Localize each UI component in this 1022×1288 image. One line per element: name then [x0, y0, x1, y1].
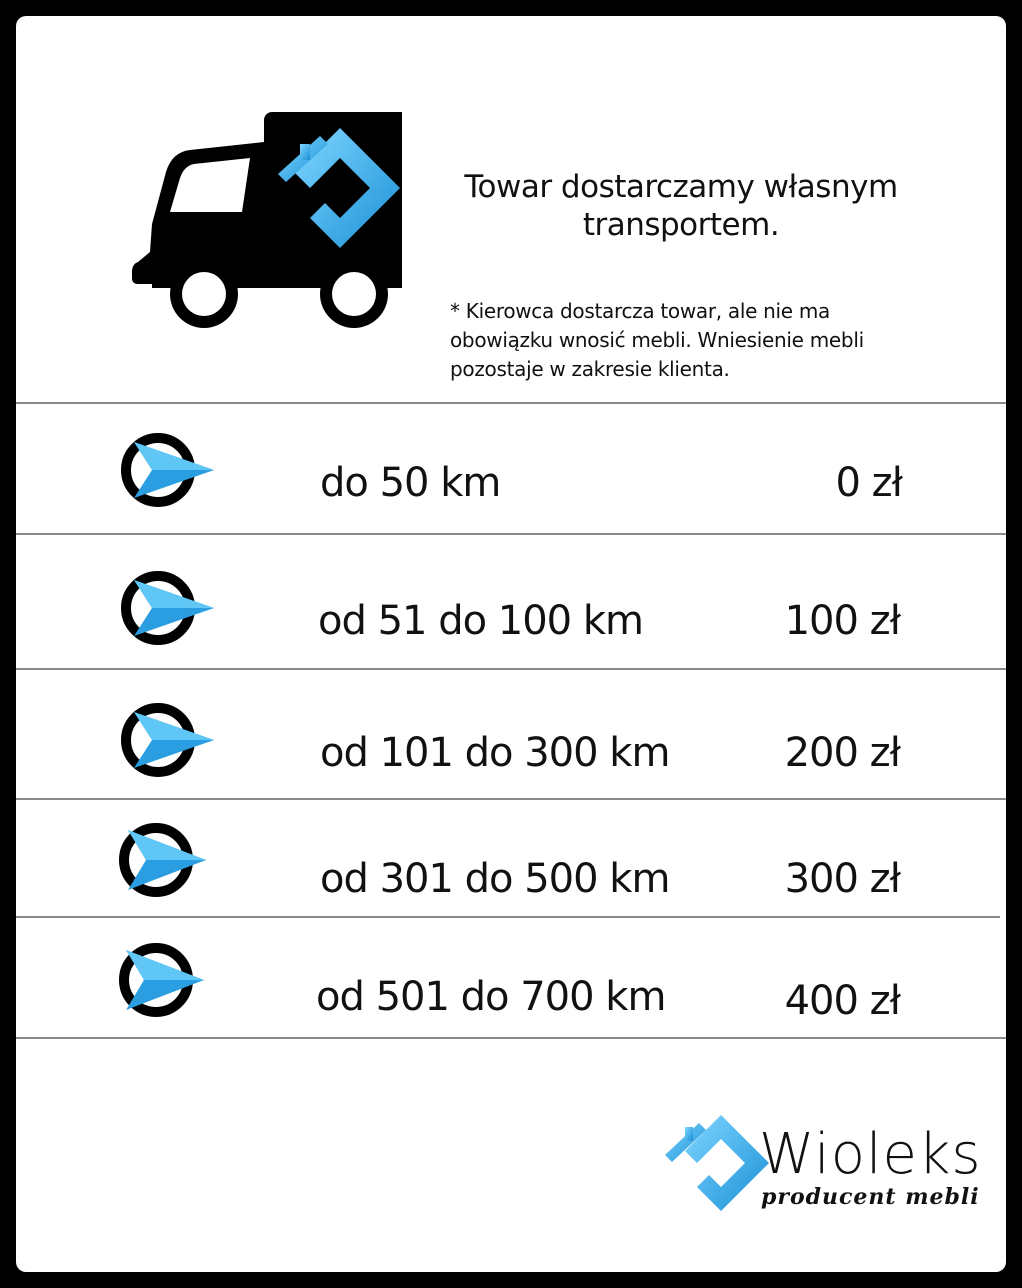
delivery-headline: [436, 168, 926, 244]
rate-distance: od 51 do 100 km: [318, 598, 643, 644]
delivery-price-card: [16, 16, 1006, 1272]
rate-price: 100 zł: [784, 598, 900, 644]
rate-distance: od 501 do 700 km: [316, 974, 666, 1020]
rate-row: [16, 812, 1006, 932]
rate-row: [16, 416, 1006, 536]
note-line-1: * Kierowca dostarcza towar, ale nie ma: [450, 299, 830, 323]
arrow-circle-icon: [118, 700, 218, 780]
note-line-3: pozostaje w zakresie klienta.: [450, 357, 730, 381]
delivery-truck-icon: [132, 112, 402, 352]
house-diamond-icon: [661, 1108, 771, 1218]
headline-line-1: Towar dostarczamy własnym: [464, 169, 898, 205]
rate-price: 300 zł: [784, 856, 900, 902]
headline-line-2: transportem.: [582, 207, 780, 243]
rate-distance: do 50 km: [320, 460, 501, 506]
arrow-circle-icon: [118, 568, 218, 648]
divider: [16, 402, 1006, 404]
rate-price: 200 zł: [784, 730, 900, 776]
rate-row: [16, 688, 1006, 808]
arrow-circle-icon: [114, 940, 214, 1020]
delivery-note: [450, 297, 920, 384]
note-line-2: obowiązku wnosić mebli. Wniesienie mebli: [450, 328, 864, 352]
logo-name: Wioleks: [759, 1122, 982, 1187]
rate-price: 0 zł: [835, 460, 902, 506]
rate-distance: od 101 do 300 km: [320, 730, 670, 776]
rate-row: [16, 932, 1006, 1052]
arrow-circle-icon: [116, 820, 216, 900]
rate-distance: od 301 do 500 km: [320, 856, 670, 902]
logo-tagline: producent mebli: [761, 1184, 980, 1210]
rate-row: [16, 556, 1006, 676]
arrow-circle-icon: [118, 430, 218, 510]
rate-price: 400 zł: [784, 978, 900, 1024]
